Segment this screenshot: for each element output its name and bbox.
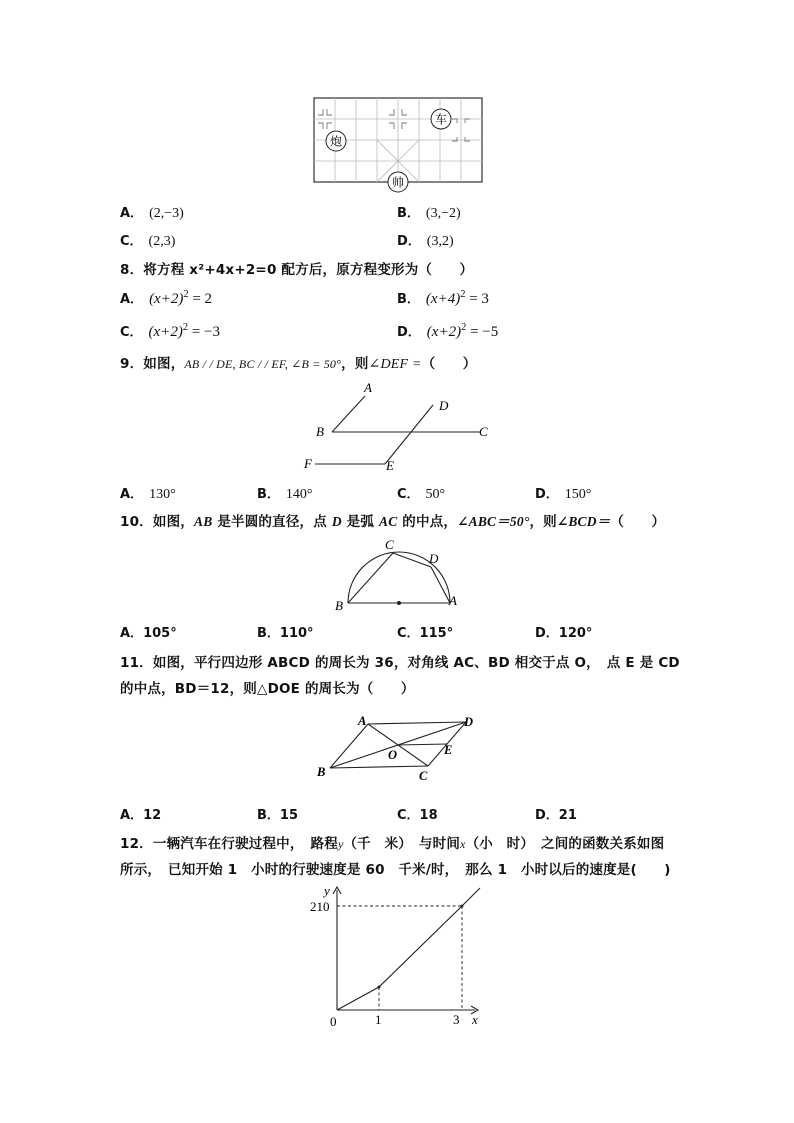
q11-stem-line1: 11．如图，平行四边形 ABCD 的周长为 36，对角线 AC、BD 相交于点 O， 点 E 是 CD: [120, 655, 680, 671]
q11-option-c[interactable]: C．18: [397, 808, 438, 823]
q9-label-c: C: [479, 424, 488, 439]
q7-option-c[interactable]: C． (2,3): [120, 234, 176, 249]
q11-label-d: D: [464, 715, 474, 729]
chessboard-figure: [310, 95, 490, 195]
q11-label-o: O: [388, 748, 398, 762]
q9-label-b: B: [316, 424, 324, 439]
q7-option-a[interactable]: A． (2,−3): [120, 206, 184, 221]
q10-option-c[interactable]: C．115°: [397, 626, 454, 641]
q9-label-f: F: [304, 456, 312, 471]
q8-option-a[interactable]: A． $(x+2)^2 = 2$: [120, 289, 213, 307]
q10-label-c: C: [385, 537, 394, 552]
q11-figure: [310, 708, 490, 788]
q9-label-a: A: [364, 380, 372, 395]
q10-option-d[interactable]: D．120°: [535, 626, 593, 641]
q9-option-c[interactable]: C． 50°: [397, 487, 446, 502]
q11-option-d[interactable]: D．21: [535, 808, 577, 823]
q10-option-b[interactable]: B．110°: [257, 626, 314, 641]
q11-label-a: A: [358, 714, 367, 728]
q9-label-d: D: [439, 398, 449, 413]
q9-stem: 9．如图，AB / / DE, BC / / EF, ∠B = 50°，则∠DEF =（ ）: [120, 356, 477, 372]
q12-stem-line1: 12．一辆汽车在行驶过程中， 路程y（千 米） 与时间x（小 时） 之间的函数关系如图: [120, 836, 665, 852]
q12-stem-line2: 所示， 已知开始 1 小时的行驶速度是 60 千米/时， 那么 1 小时以后的速度是( ): [120, 862, 671, 878]
graph-y-tick-210: 210: [310, 899, 330, 914]
q10-stem: 10．如图，AB 是半圆的直径，点 D 是弧 AC 的中点，∠ABC＝50°，则∠BCD＝（ ）: [120, 514, 666, 530]
graph-origin: 0: [330, 1014, 337, 1029]
q11-label-e: E: [444, 743, 453, 757]
graph-x-tick-3: 3: [453, 1012, 460, 1027]
piece-che: 车: [434, 112, 448, 127]
q8-option-c[interactable]: C． $(x+2)^2 = -3$: [120, 322, 220, 340]
q7-option-d[interactable]: D． (3,2): [397, 234, 454, 249]
q9-figure: [300, 378, 500, 478]
q10-label-d: D: [429, 551, 439, 566]
q10-figure: [330, 535, 470, 615]
graph-y-label: y: [324, 883, 330, 898]
q7-option-b[interactable]: B． (3,−2): [397, 206, 461, 221]
q12-graph: [300, 880, 500, 1030]
graph-x-label: x: [472, 1012, 478, 1027]
q9-option-b[interactable]: B． 140°: [257, 487, 313, 502]
graph-x-tick-1: 1: [375, 1012, 382, 1027]
q11-label-b: B: [317, 765, 326, 779]
q8-option-d[interactable]: D． $(x+2)^2 = -5$: [397, 322, 499, 340]
q11-option-a[interactable]: A．12: [120, 808, 162, 823]
guide-lines: [337, 906, 462, 1010]
q9-option-a[interactable]: A． 130°: [120, 487, 176, 502]
q9-label-e: E: [386, 458, 394, 473]
q11-label-c: C: [419, 769, 428, 783]
q11-option-b[interactable]: B．15: [257, 808, 299, 823]
q11-stem-line2: 的中点，BD＝12，则△DOE 的周长为（ ）: [120, 681, 415, 697]
q10-option-a[interactable]: A．105°: [120, 626, 177, 641]
piece-shuai: 帅: [391, 175, 405, 190]
q9-option-d[interactable]: D． 150°: [535, 487, 592, 502]
q8-option-b[interactable]: B． $(x+4)^2 = 3$: [397, 289, 489, 307]
q8-stem: 8．将方程 x²+4x+2=0 配方后，原方程变形为（ ）: [120, 262, 474, 278]
piece-pao: 炮: [329, 134, 343, 149]
q10-label-a: A: [449, 593, 457, 608]
q10-label-b: B: [335, 598, 343, 613]
